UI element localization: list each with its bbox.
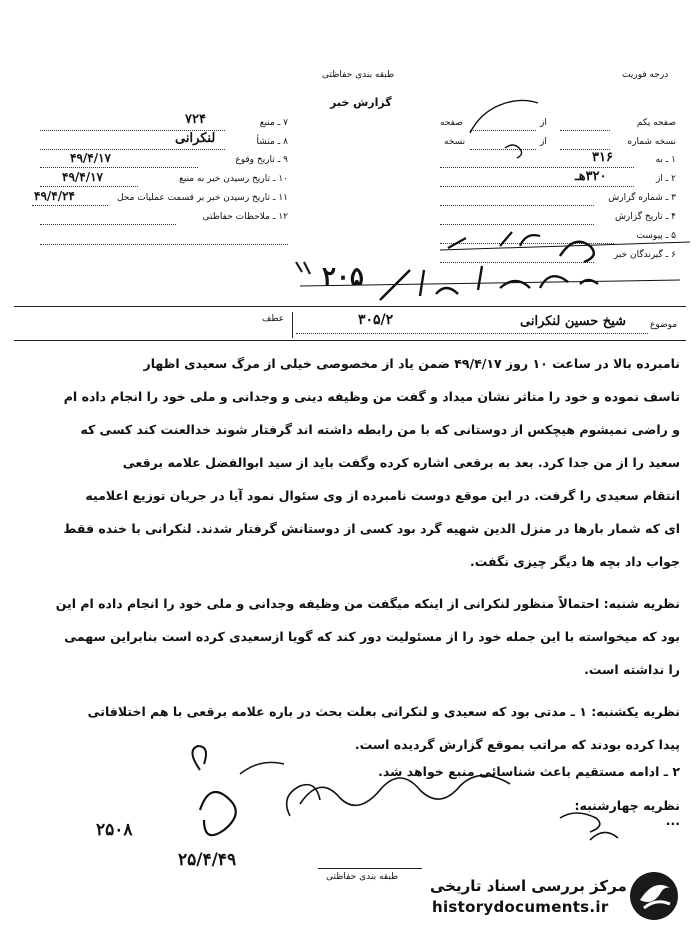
report-date-label: ۴ ـ تاریخ گزارش (614, 212, 676, 222)
date-received-source-label: ۱۰ ـ تاریخ رسیدن خبر به منبع (179, 174, 288, 184)
source-value: ۷۲۴ (185, 112, 206, 127)
body-line: تاسف نموده و خود را متاثر نشان میداد و گفت من وظیفه دینی و وجدانی و ملی خود را انجام داده ام (63, 389, 680, 404)
subject-bottom-divider (14, 340, 686, 341)
margin-number: ۲۵۰۸ (96, 820, 133, 840)
handwritten-number: ۲۰۵ (322, 262, 364, 292)
ataf-divider (292, 312, 293, 338)
date-received-source-value: ۴۹/۴/۱۷ (62, 170, 103, 184)
to-label: ۱ ـ به (655, 155, 676, 165)
body-line: نظریه یکشنبه: ۱ ـ مدتی بود که سعیدی و لنکرانی بعلت بحث در باره علامه برقعی با هم اختلافاتی (87, 704, 680, 719)
body-line: سعید را از من جدا کرد. بعد به برقعی اشاره کرده وگفت باید از سید ابوالفضل علامه برقعی (122, 455, 680, 470)
subject-top-divider (14, 306, 686, 307)
archive-center-name: مرکز بررسی اسناد تاریخی (430, 877, 627, 895)
body-line: نظریه شنبه: احتمالاً منظور لنکرانی از اینکه میگفت من وظیفه وجدانی و ملی خود را انجام داده ام این (55, 596, 680, 611)
page-label: صفحه یکم (636, 118, 676, 128)
classification-label-bottom: طبقه بندی حفاظتی (326, 872, 399, 882)
archive-logo-icon (628, 870, 680, 922)
origin-value: لنکرانی (175, 131, 216, 146)
body-line: ای که شمار بارها در منزل الدین شهیه گرد بود کسی از دوستانش گرفتار شدند. لنکرانی با خنده فقط (63, 521, 680, 536)
recipients-label: ۶ ـ گیرندگان خبر (613, 250, 676, 260)
subject-number: ۳۰۵/۲ (358, 312, 394, 328)
report-title: گزارش خبر (330, 96, 392, 109)
body-line: و راضی نمیشوم هیچکس از دوستانی که با من رابطه داشته اند گرفتار شوند خدالعنت کند کسی که (80, 422, 680, 437)
priority-label: درجه فوریت (622, 70, 669, 80)
subject-dots (296, 333, 648, 334)
to-value: ۳۱۶ (592, 150, 613, 165)
subject-value: شیخ حسین لنکرانی (520, 314, 627, 329)
body-line: نظریه چهارشنبه: ... (574, 798, 680, 828)
body-line: را نداشته است. (584, 662, 680, 677)
body-line: بود که میخواسته با این جمله خود را از مسئولیت دور کند که گویا ازسعیدی کرده است بنابراین سهمی (64, 629, 680, 644)
from-label: ۲ ـ از (655, 174, 676, 184)
subject-label: موضوع (650, 320, 678, 330)
body-line: جواب داد بچه ها دیگر چیزی نگفت. (470, 554, 680, 569)
footer-rule (318, 868, 422, 869)
signature-strokes (0, 740, 700, 870)
copy-label: نسخه شماره (627, 137, 676, 147)
attachment-label: ۵ ـ پیوست (636, 231, 676, 241)
date-received-ops-label: ۱۱ ـ تاریخ رسیدن خبر بر قسمت عملیات محل (116, 193, 288, 203)
body-line: ۲ ـ ادامه مستقیم باعث شناسائی منبع خواهد شد. (378, 764, 680, 779)
ataf-label: عطف (262, 314, 285, 324)
date-received-ops-value: ۴۹/۴/۲۴ (34, 189, 75, 203)
report-number-label: ۳ ـ شماره گزارش (608, 193, 676, 203)
body-line: پیدا کرده بودند که مراتب بموقع گزارش گردیده است. (354, 737, 680, 752)
classification-label-top: طبقه بندی حفاظتی (322, 70, 395, 80)
origin-label: ۸ ـ منشأ (256, 137, 288, 147)
copy-end-label: نسخه (444, 137, 466, 147)
occurrence-date-value: ۴۹/۴/۱۷ (70, 151, 111, 165)
page-of-label: از (540, 118, 547, 128)
from-value: ۳۲۰هـ (575, 169, 607, 184)
body-line: نامبرده بالا در ساعت ۱۰ روز ۴۹/۴/۱۷ ضمن یاد از مخصوصی خیلی از مرگ سعیدی اظهار (143, 356, 680, 371)
body-line: انتقام سعیدی را گرفت. در این موقع دوست نامبرده از وی سئوال نمود آیا در جریان توزیع اعلامیه (85, 488, 680, 503)
archive-site-url: historydocuments.ir (432, 898, 609, 916)
page-end-label: صفحه (440, 118, 463, 128)
occurrence-date-label: ۹ ـ تاریخ وقوع (235, 155, 288, 165)
margin-date: ۲۵/۴/۴۹ (178, 850, 237, 870)
source-label: ۷ ـ منبع (259, 118, 288, 128)
security-notes-label: ۱۲ ـ ملاحظات حفاظتی (202, 212, 288, 222)
copy-of-label: از (540, 137, 547, 147)
